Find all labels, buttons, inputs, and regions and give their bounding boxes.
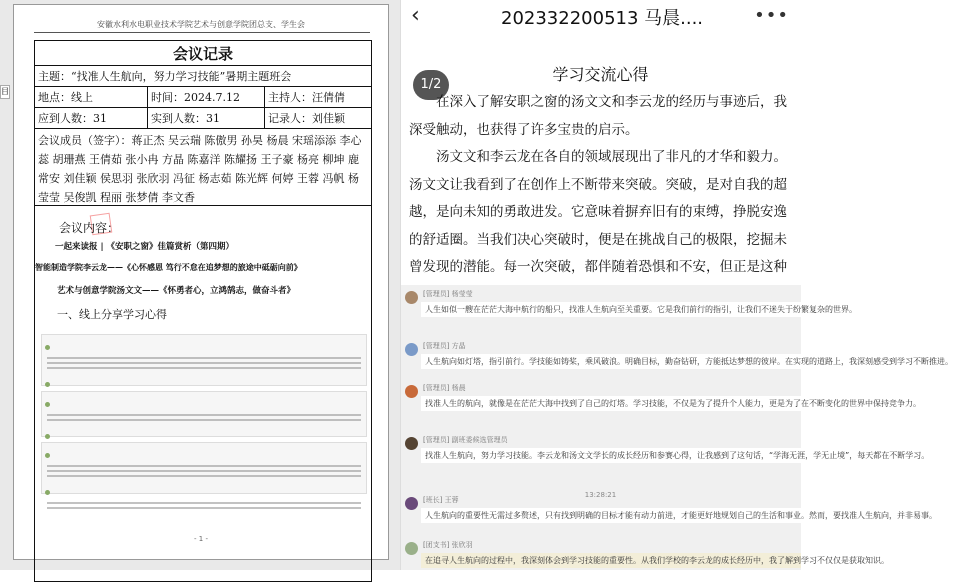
theme-row	[35, 66, 371, 87]
actual-value: 31	[206, 112, 220, 125]
chat-text: 人生航向如灯塔，指引前行。学技能如铸桨，乘风破浪。明确目标，勤奋钻研，方能抵达梦想的彼岸。在实现的道路上，我深刻感受到学习不断推进。	[421, 354, 801, 369]
expected-label: 应到人数：	[38, 112, 93, 125]
viewer-top-bar	[401, 0, 801, 34]
back-arrow-icon[interactable]: ‹	[411, 3, 420, 28]
content-label: 会议内容：	[59, 221, 120, 235]
meeting-record-table	[34, 40, 372, 582]
actual-label: 实到人数：	[151, 112, 206, 125]
content-line-1: 一起来读报 | 《安职之窗》佳篇赏析（第四期）	[55, 242, 235, 252]
chat-text: 人生如似一艘在茫茫大海中航行的船只，找准人生航向至关重要。它是我们前行的指引，让我们不迷失于纷繁复杂的世界。	[421, 302, 801, 317]
chat-timestamp: 13:28:21	[584, 491, 617, 499]
chat-sender: [管理员] 方晶	[423, 342, 466, 350]
chat-sender: [管理员] 杨晨	[423, 384, 466, 392]
chat-sender: [班长] 王蓉	[423, 496, 459, 504]
avatar	[405, 343, 418, 356]
more-dots-icon[interactable]: •••	[754, 5, 789, 26]
chat-sender: [管理员] 杨莹莹	[423, 290, 473, 298]
info-row-1	[35, 87, 371, 108]
place-label: 地点：	[38, 91, 71, 104]
info-row-2	[35, 108, 371, 129]
viewer-title: 202332200513 马晨....	[501, 8, 704, 29]
host-value: 汪倩倩	[312, 91, 345, 104]
viewer-panel	[400, 0, 953, 570]
expected-value: 31	[93, 112, 107, 125]
document-header: 安徽水利水电职业技术学院艺术与创意学院团总支、学生会	[97, 20, 305, 29]
recorder-value: 刘佳颖	[312, 112, 345, 125]
essay-title: 学习交流心得	[552, 65, 649, 84]
content-line-3: 艺术与创意学院汤文文——《怀勇者心，立鸿鹄志，做奋斗者》	[57, 286, 296, 296]
chat-text: 在追寻人生航向的过程中，我深刻体会到学习技能的重要性。从我们学校的李云龙的成长经历中，我了解到学习不仅仅是获取知识。	[421, 553, 801, 568]
chat-sender: [管理员] 副班委候选管理员	[423, 436, 508, 444]
chat-text: 人生航向的重要性无需过多赘述，只有找到明确的目标才能有动力前进，才能更好地规划自己的生活和事业。然而，要找准人生航向，并非易事。	[421, 508, 801, 523]
chat-text: 找准人生航向，努力学习技能。李云龙和汤文文学长的成长经历和参赛心得，让我感到了这句话，“学海无涯，学无止境”，每天都在不断学习。	[421, 448, 801, 463]
essay-paragraph: 汤文文和李云龙在各自的领域展现出了非凡的才华和毅力。汤文文让我看到了在创作上不断带来突破。突破，是对自我的超越，是向未知的勇敢进发。它意味着摒弃旧有的束缚，挣脱安逸的舒适圈。当我们决心突破时，便是在挑战自己的极限，挖掘未曾发现的潜能。每一次突破，都伴随着恐惧和不安，但正是这种	[409, 149, 787, 275]
chat-sender: [团支书] 张欣羽	[423, 541, 473, 549]
members-row	[35, 129, 371, 206]
content-subheading: 一、线上分享学习心得	[57, 308, 167, 321]
host-label: 主持人：	[268, 91, 312, 104]
avatar	[405, 385, 418, 398]
avatar	[405, 291, 418, 304]
time-value: 2024.7.12	[184, 91, 240, 104]
chat-screenshot-thumb	[41, 391, 367, 437]
header-divider	[34, 32, 370, 33]
avatar	[405, 437, 418, 450]
sidebar-toggle-button[interactable]: 目	[0, 85, 10, 99]
table-title: 会议记录	[172, 44, 233, 63]
essay-paragraph: 在深入了解安职之窗的汤文文和李云龙的经历与事迹后，我深受触动，也获得了许多宝贵的启示。	[409, 94, 787, 138]
members-label: 会议成员（签字）：	[38, 134, 132, 147]
content-row	[35, 206, 371, 581]
chat-screenshot-thumb	[41, 334, 367, 386]
time-label: 时间：	[151, 91, 184, 104]
document-page	[13, 4, 389, 560]
page-indicator: 1/2	[413, 70, 449, 100]
theme-value: “找准人生航向，努力学习技能”暑期主题班会	[71, 70, 292, 83]
theme-label: 主题：	[38, 70, 71, 83]
content-line-2: 智能制造学院李云龙——《心怀感恩 笃行不怠在追梦想的旅途中砥砺向前》	[35, 262, 302, 272]
page-footer: - 1 -	[194, 535, 208, 543]
chat-screenshot-thumb	[41, 442, 367, 494]
place-value: 线上	[71, 91, 93, 104]
chat-screenshot	[401, 285, 953, 570]
chat-text: 找准人生的航向，就像是在茫茫大海中找到了自己的灯塔。学习技能，不仅是为了提升个人能力，更是为了在不断变化的世界中保持竞争力。	[421, 396, 801, 411]
recorder-label: 记录人：	[268, 112, 312, 125]
document-panel	[0, 0, 400, 570]
table-title-row	[35, 41, 371, 66]
avatar	[405, 542, 418, 555]
members-value: 蒋正杰 吴云瑞 陈傲男 孙昊 杨晨 宋瑶添添 李心蕊 胡珊燕 王倩茹 张小冉 方晶 陈嘉洋 陈耀扬 王子豪 杨亮 柳坤 鹿常安 刘佳颖 侯思羽 张欣羽 冯征 杨志茹 陈光辉 何婷 王蓉 冯帆 杨莹莹 吴俊凯 程丽 张梦倩 李文香	[38, 134, 362, 204]
